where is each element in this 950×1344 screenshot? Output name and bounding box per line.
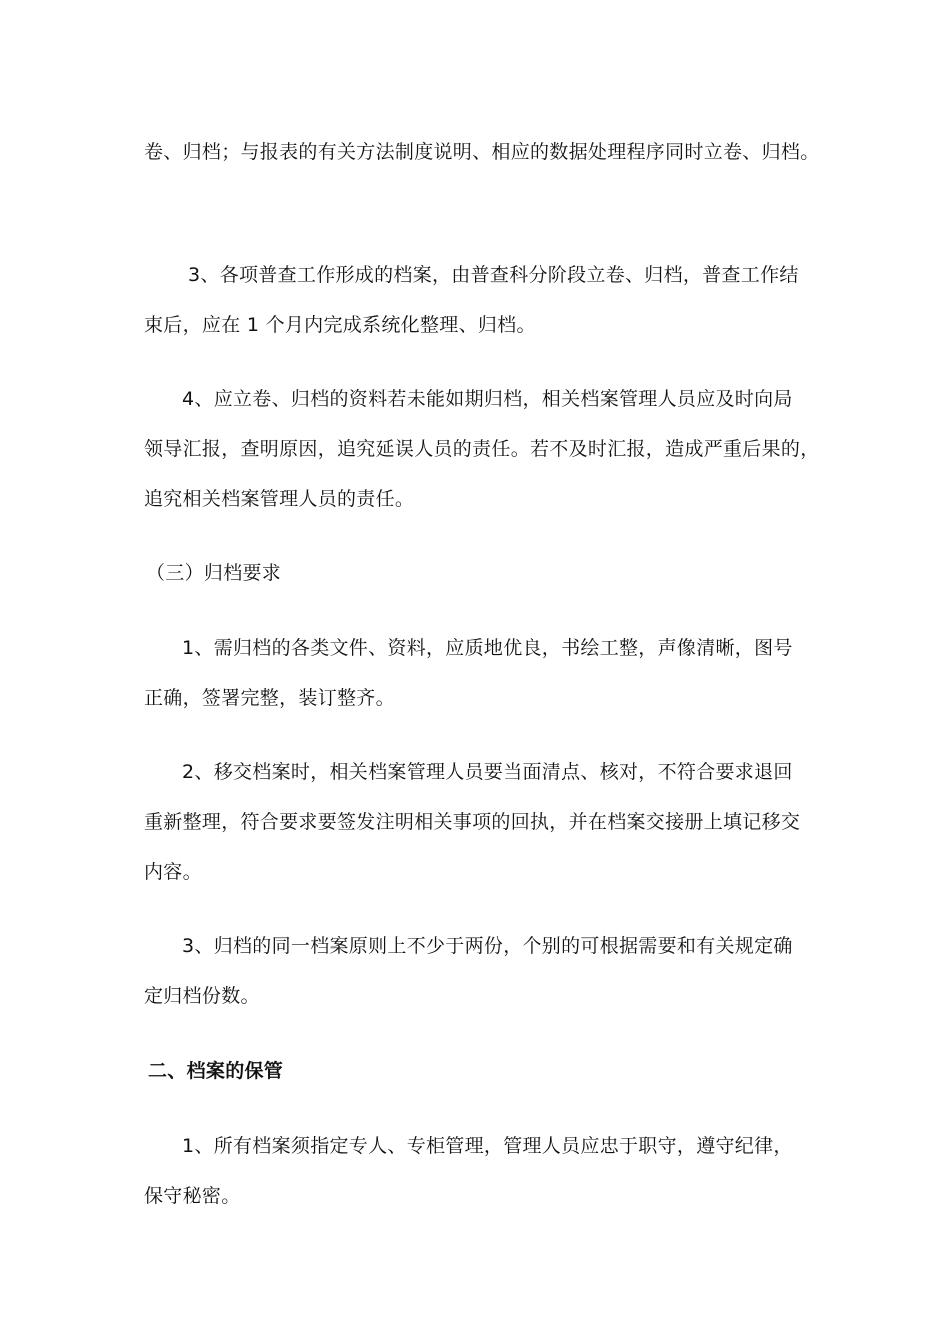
paragraph-line: 追究相关档案管理人员的责任。 (144, 488, 415, 510)
paragraph-line: 卷、归档；与报表的有关方法制度说明、相应的数据处理程序同时立卷、归档。 (144, 141, 820, 163)
paragraph-line: 内容。 (144, 861, 202, 883)
paragraph-line: 正确，签署完整，装订整齐。 (144, 687, 395, 709)
section-heading: （三）归档要求 (146, 562, 282, 584)
paragraph-line: 2、移交档案时，相关档案管理人员要当面清点、核对，不符合要求退回 (182, 761, 793, 783)
paragraph-line: 束后，应在 1 个月内完成系统化整理、归档。 (144, 314, 536, 336)
paragraph-line: 领导汇报，查明原因，追究延误人员的责任。若不及时汇报，造成严重后果的， (144, 438, 820, 460)
paragraph-line: 定归档份数。 (144, 985, 260, 1007)
paragraph-line: 1、需归档的各类文件、资料，应质地优良，书绘工整，声像清晰，图号 (182, 637, 793, 659)
paragraph-line: 重新整理，符合要求要签发注明相关事项的回执，并在档案交接册上填记移交 (144, 811, 801, 833)
paragraph-line: 保守秘密。 (144, 1185, 241, 1207)
paragraph-line: 3、归档的同一档案原则上不少于两份，个别的可根据需要和有关规定确 (182, 935, 793, 957)
paragraph-line: 3、各项普查工作形成的档案，由普查科分阶段立卷、归档，普查工作结 (188, 264, 799, 286)
paragraph-line: 1、所有档案须指定专人、专柜管理，管理人员应忠于职守，遵守纪律， (182, 1135, 793, 1157)
chapter-heading: 二、档案的保管 (148, 1060, 284, 1082)
paragraph-line: 4、应立卷、归档的资料若未能如期归档，相关档案管理人员应及时向局 (182, 388, 793, 410)
